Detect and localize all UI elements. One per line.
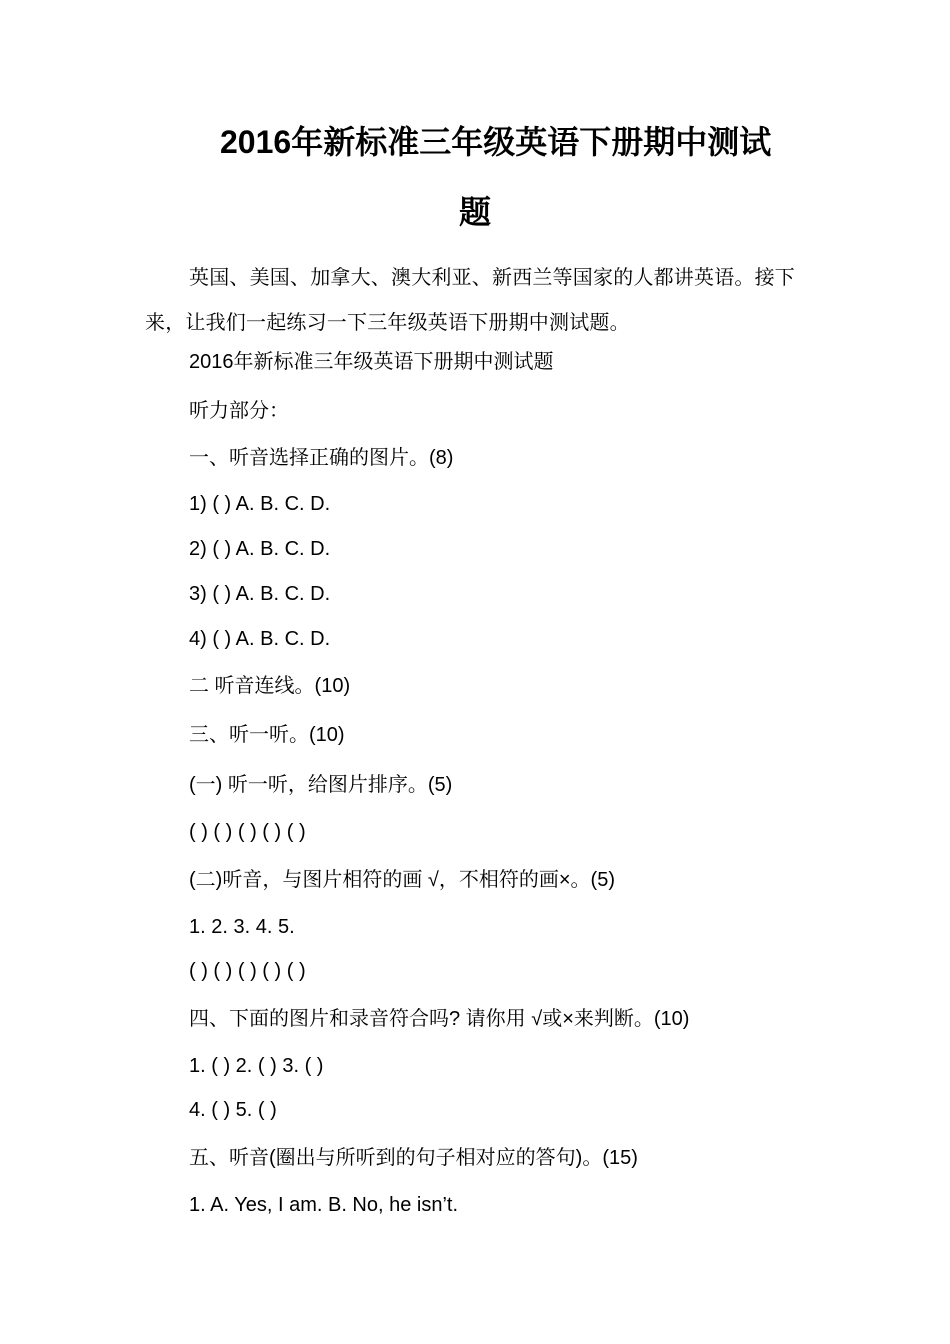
subsection-3-2-heading: (二)听音，与图片相符的画 √，不相符的画×。(5) xyxy=(189,869,615,891)
section-5-heading: 五、听音(圈出与所听到的句子相对应的答句)。(15) xyxy=(189,1147,638,1169)
document-title-line-2: 题 xyxy=(458,194,491,230)
intro-paragraph: 英国、美国、加拿大、澳大利亚、新西兰等国家的人都讲英语。接下来，让我们一起练习一下三年级英语下册期中测试题。 xyxy=(145,267,795,334)
subsection-3-1-heading: (一) 听一听，给图片排序。(5) xyxy=(189,774,453,796)
answer-blanks-line: ( ) ( ) ( ) ( ) ( ) xyxy=(189,821,306,843)
section-4-heading: 四、下面的图片和录音符合吗? 请你用 √或×来判断。(10) xyxy=(189,1008,690,1030)
answer-blanks-line: 4. ( ) 5. ( ) xyxy=(189,1099,277,1121)
section-2-heading: 二 听音连线。(10) xyxy=(189,675,351,697)
answer-blanks-line: 1. ( ) 2. ( ) 3. ( ) xyxy=(189,1055,324,1077)
answer-blanks-line: ( ) ( ) ( ) ( ) ( ) xyxy=(189,960,306,982)
question-line: 2) ( ) A. B. C. D. xyxy=(189,538,331,560)
question-numbers-line: 1. 2. 3. 4. 5. xyxy=(189,916,295,938)
question-line: 1. A. Yes, I am. B. No, he isn’t. xyxy=(189,1194,459,1216)
document-title-line-1: 2016年新标准三年级英语下册期中测试 xyxy=(220,124,772,160)
question-line: 1) ( ) A. B. C. D. xyxy=(189,493,331,515)
question-line: 3) ( ) A. B. C. D. xyxy=(189,583,331,605)
question-line: 4) ( ) A. B. C. D. xyxy=(189,628,331,650)
section-listening-heading: 听力部分： xyxy=(189,400,289,422)
subtitle-line: 2016年新标准三年级英语下册期中测试题 xyxy=(189,351,554,373)
section-1-heading: 一、听音选择正确的图片。(8) xyxy=(189,447,454,469)
section-3-heading: 三、听一听。(10) xyxy=(189,724,345,746)
